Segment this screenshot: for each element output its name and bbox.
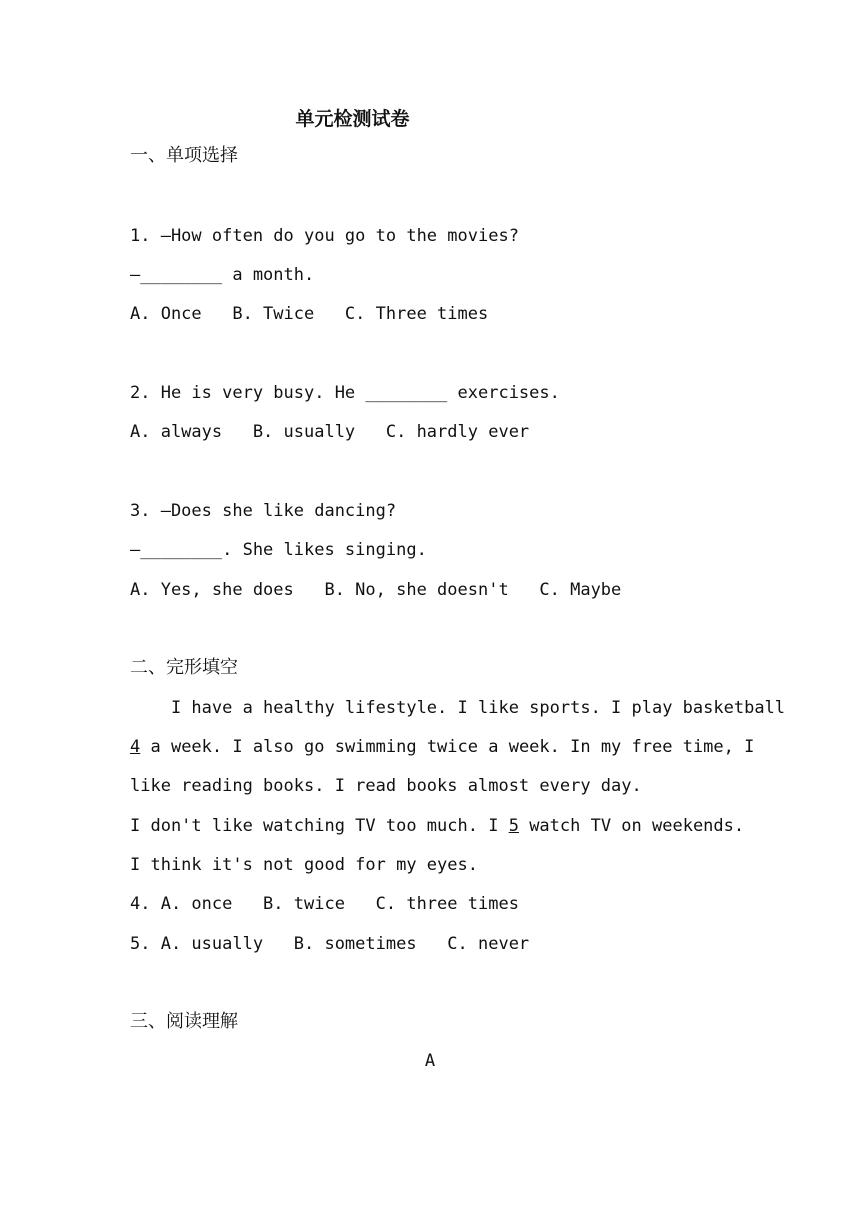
cloze-line-5: I think it's not good for my eyes. bbox=[130, 855, 478, 875]
cloze-line-4 bbox=[130, 814, 744, 838]
cloze-line-4-pre: I don't like watching TV too much. I bbox=[130, 816, 509, 836]
question-2-stem: 2. He is very busy. He ________ exercises. bbox=[130, 383, 560, 403]
question-1-answer-line: —________ a month. bbox=[130, 265, 315, 285]
cloze-options-4: 4. A. once B. twice C. three times bbox=[130, 894, 519, 914]
question-1-stem: 1. —How often do you go to the movies? bbox=[130, 226, 519, 246]
question-2-options: A. always B. usually C. hardly ever bbox=[130, 422, 530, 442]
cloze-line-1: I have a healthy lifestyle. I like sports. I play basketball bbox=[130, 698, 786, 718]
question-3-answer-line: —________. She likes singing. bbox=[130, 540, 427, 560]
cloze-line-4-post: watch TV on weekends. bbox=[518, 816, 745, 836]
cloze-line-3: like reading books. I read books almost every day. bbox=[130, 776, 642, 796]
question-1-options: A. Once B. Twice C. Three times bbox=[130, 304, 489, 324]
question-3-stem: 3. —Does she like dancing? bbox=[130, 501, 397, 521]
cloze-options-5: 5. A. usually B. sometimes C. never bbox=[130, 934, 530, 954]
cloze-line-2-text: a week. I also go swimming twice a week. In my free time, I bbox=[140, 737, 755, 757]
reading-passage-label: A bbox=[424, 1051, 436, 1071]
question-3-options: A. Yes, she does B. No, she doesn't C. Maybe bbox=[130, 580, 622, 600]
page-title: 单元检测试卷 bbox=[295, 108, 410, 130]
section-heading-reading: 三、阅读理解 bbox=[130, 1011, 238, 1032]
cloze-blank-5: 5 bbox=[508, 816, 519, 836]
cloze-line-2 bbox=[130, 735, 754, 759]
cloze-blank-4: 4 bbox=[130, 737, 141, 757]
section-heading-cloze: 二、完形填空 bbox=[130, 657, 238, 678]
section-heading-single-choice: 一、单项选择 bbox=[130, 145, 238, 166]
